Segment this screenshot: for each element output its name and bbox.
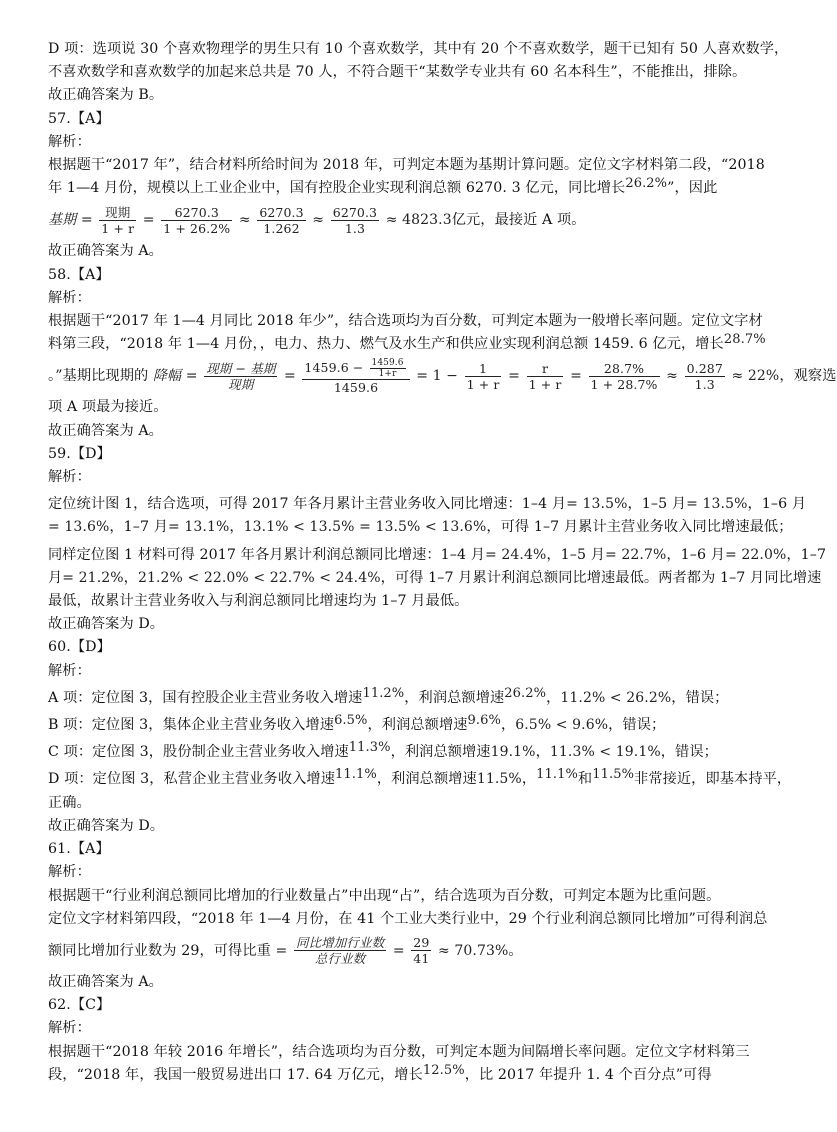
paragraph-option-d-cont: 不喜欢数学和喜欢数学的加起来总共是 70 人，不符合题干“某数学专业共有 60 名本科生”，不能推出，排除。 — [48, 64, 747, 81]
fraction: $\frac{29}{41}$ — [413, 935, 430, 967]
q61-formula: 额同比增加行业数为 29，可得比重 = $\frac{\text{同比增加行业数}}{\text{总行业数}}$ = $\frac{29}{41}$ ≈ 70.73%。 — [48, 935, 523, 967]
question-61-heading: 61.【A】 — [48, 841, 110, 858]
fraction: $\frac{0.287}{1.3}$ — [686, 360, 723, 392]
analysis-label: 解析： — [48, 289, 91, 306]
formula-result: ≈ 70.73% — [438, 942, 509, 959]
question-58-heading: 58.【A】 — [48, 266, 110, 283]
fraction: $\frac{\text{现期}}{1 + r}$ — [101, 204, 135, 236]
formula-result: ≈ 4823.3 — [385, 212, 452, 229]
fraction: $\frac{28.7\%}{1 + 28.7\%}$ — [590, 360, 658, 392]
question-57-heading: 57.【A】 — [48, 110, 110, 127]
formula-lhs: 基期 — [48, 212, 77, 229]
text-span: ，观察选 — [779, 368, 837, 385]
q59-text-line: 月= 21.2%，21.2% < 22.0% < 22.7% < 24.4%，可得 1–7 月累计利润总额同比增速最低。两者都为 1–7 月同比增速 — [48, 569, 822, 586]
q57-text-line — [48, 177, 760, 200]
q62-text-line: 段，“2018 年，我国一般贸易进出口 17. 64 万亿元，增长12.5%，比 2017 年提升 1. 4 个百分点”可得 — [48, 1062, 712, 1083]
q57-text-line: 根据题干“2017 年”，结合材料所给时间为 2018 年，可判定本题为基期计算问题。定位文字材料第二段，“2018 — [48, 157, 765, 174]
analysis-label: 解析： — [48, 1020, 91, 1037]
q60-option-d: D 项：定位图 3，私营企业主营业务收入增速11.1%，利润总额增速11.5%，11.1%和11.5%非常接近，即基本持平， — [48, 767, 792, 788]
analysis-label: 解析： — [48, 662, 91, 679]
q59-text-line: 同样定位图 1 材料可得 2017 年各月累计利润总额同比增速：1–4 月= 24.4%，1–5 月= 22.7%，1–6 月= 22.0%，1–7 — [48, 546, 827, 563]
q58-text-line: 根据题干“2017 年 1—4 月同比 2018 年少”，结合选项均为百分数，可判定本题为一般增长率问题。定位文字材 — [48, 313, 763, 330]
fraction: $\frac{1}{1 + r}$ — [466, 360, 500, 392]
answer-57: 故正确答案为 A。 — [48, 243, 163, 260]
q58-text-line: 项 A 项最为接近。 — [48, 399, 168, 416]
analysis-label: 解析： — [48, 469, 91, 486]
answer-58: 故正确答案为 A。 — [48, 422, 163, 439]
fraction: $\frac{6270.3}{1.3}$ — [332, 204, 378, 236]
q59-text-line: 最低，故累计主营业务收入与利润总额同比增速均为 1–7 月最低。 — [48, 593, 469, 610]
q57-formula: 基期 = $\frac{\text{现期}}{1 + r}$ = $\frac{6270.3}{1 + 26.2\%}$ ≈ $\frac{6270.3}{1.262}$ ≈ $\frac{6270.3}{1.3}$ ≈ 4823.3亿元，最接近 A 项。 — [48, 204, 586, 236]
q58-formula: 。”基期比现期的 降幅 = $\frac{\text{现期 − 基期}}{\text{现期}}$ = 1459.6 − $\frac{1459.6}{1+r}$ 1459.6 = 1 − $\frac{1}{1 + r}$ = $\frac{r}{1 + r}$ = $\frac{28.7\%}{1 + 28.7\%}$ ≈ $\frac{0.287}{1.3}$ ≈ 22%，观察选 — [48, 357, 837, 395]
fraction: $\frac{r}{1 + r}$ — [528, 360, 562, 392]
math-percent: 28.7% — [723, 332, 766, 348]
analysis-label: 解析： — [48, 864, 91, 881]
document-page — [48, 38, 837, 1087]
answer-60: 故正确答案为 D。 — [48, 817, 165, 834]
text-span: ”，因此 — [667, 180, 718, 197]
q60-text-line: 正确。 — [48, 794, 91, 811]
formula-result: ≈ 22% — [731, 368, 780, 385]
q58-text-line — [48, 332, 766, 356]
fraction-small: $\frac{1459.6}{1+r}$ — [371, 357, 404, 379]
fraction: $\frac{\text{同比增加行业数}}{\text{总行业数}}$ — [295, 935, 385, 967]
fraction: $\frac{\text{现期 − 基期}}{\text{现期}}$ — [206, 360, 276, 392]
q59-text-line: 定位统计图 1，结合选项，可得 2017 年各月累计主营业务收入同比增速：1–4 月= 13.5%，1–5 月= 13.5%，1–6 月 — [48, 496, 807, 513]
question-62-heading: 62.【C】 — [48, 997, 111, 1014]
analysis-label: 解析： — [48, 133, 91, 150]
fraction: $\frac{6270.3}{1 + 26.2\%}$ — [163, 204, 231, 236]
q60-option-b: B 项：定位图 3，集体企业主营业务收入增速6.5%，利润总额增速9.6%，6.5% < 9.6%，错误； — [48, 713, 666, 734]
q59-text-line: = 13.6%，1–7 月= 13.1%，13.1% < 13.5% = 13.5% < 13.6%，可得 1–7 月累计主营业务收入同比增速最低； — [48, 519, 793, 536]
q60-option-a: A 项：定位图 3，国有控股企业主营业务收入增速11.2%，利润总额增速26.2%，11.2% < 26.2%，错误； — [48, 685, 729, 706]
answer-56: 故正确答案为 B。 — [48, 87, 164, 104]
formula-lhs: 降幅 — [152, 368, 182, 385]
fraction: $\frac{6270.3}{1.262}$ — [259, 204, 304, 236]
text-span: 年 1—4 月份，规模以上工业企业中，国有控股企业实现利润总额 6270. 3 亿元，同比增长 — [48, 180, 626, 197]
text-span: 亿元，最接近 A 项。 — [451, 212, 586, 229]
question-60-heading: 60.【D】 — [48, 639, 111, 656]
answer-59: 故正确答案为 D。 — [48, 616, 165, 633]
q61-text-line: 定位文字材料第四段，“2018 年 1—4 月份，在 41 个工业大类行业中，29 个行业利润总额同比增加”可得利润总 — [48, 910, 768, 927]
q62-text-line: 根据题干“2018 年较 2016 年增长”，结合选项均为百分数，可判定本题为间隔增长率问题。定位文字材料第三 — [48, 1043, 750, 1060]
answer-61: 故正确答案为 A。 — [48, 973, 163, 990]
paragraph-option-d: D 项：选项说 30 个喜欢物理学的男生只有 10 个喜欢数学，其中有 20 个不喜欢数学，题干已知有 50 人喜欢数学， — [48, 41, 789, 57]
text-span: 。”基期比现期的 — [48, 368, 149, 385]
math-percent: 26.2% — [625, 176, 668, 192]
q61-text-line: 根据题干“行业利润总额同比增加的行业数量占”中出现“占”，结合选项为百分数，可判定本题为比重问题。 — [48, 887, 721, 904]
text-span: 料第三段，“2018 年 1—4 月份，，电力、热力、燃气及水生产和供应业实现利润总额 1459. 6 亿元，增长 — [48, 336, 724, 353]
fraction: 1459.6 − $\frac{1459.6}{1+r}$ 1459.6 — [302, 358, 409, 395]
question-59-heading: 59.【D】 — [48, 445, 111, 462]
q60-option-c: C 项：定位图 3，股份制企业主营业务收入增速11.3%，利润总额增速19.1%，11.3% < 19.1%，错误； — [48, 740, 718, 761]
